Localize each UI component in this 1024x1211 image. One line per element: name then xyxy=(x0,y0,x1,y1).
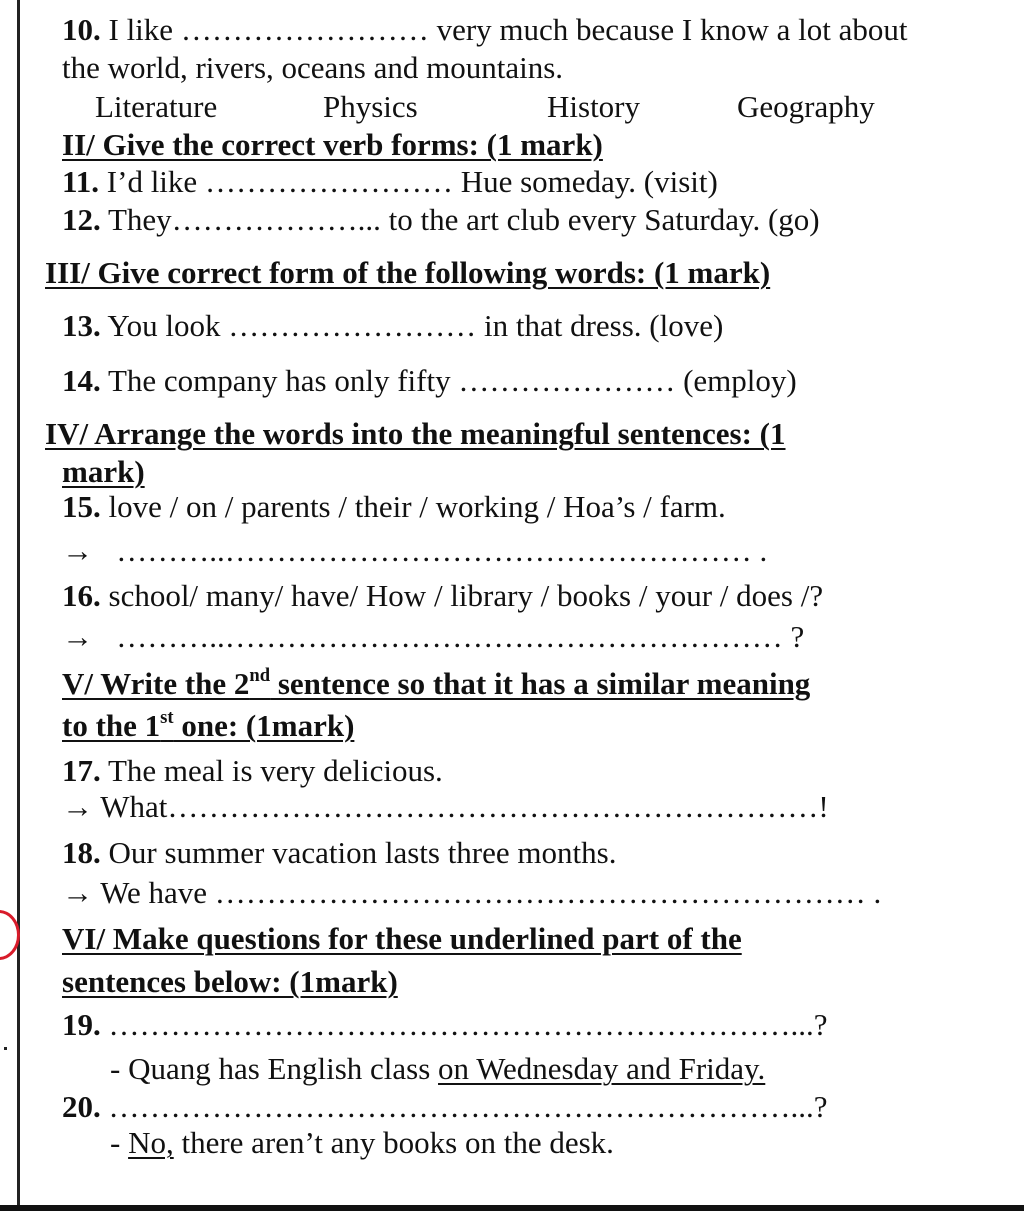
question-number: 20. xyxy=(62,1089,101,1124)
question-text: You look xyxy=(100,308,229,343)
arrow-icon: → xyxy=(62,875,93,910)
answer-blank[interactable]: ………..……………………………………………… xyxy=(116,619,783,654)
answer-blank[interactable]: ………..…………………………………………… xyxy=(116,533,752,568)
question-14 xyxy=(62,365,797,396)
answer-blank[interactable]: …………………………………………………………... xyxy=(100,1089,814,1124)
question-number: 17. xyxy=(62,753,101,788)
punctuation: ? xyxy=(782,619,805,654)
arrow-icon: → xyxy=(62,619,93,654)
answer-line-15 xyxy=(62,535,767,566)
question-text: The meal is very delicious. xyxy=(100,753,443,788)
question-18 xyxy=(62,837,616,868)
question-number: 12. xyxy=(62,202,101,237)
question-number: 16. xyxy=(62,578,101,613)
section-6-heading-line-2: sentences below: (1mark) xyxy=(62,964,398,999)
bottom-border-line xyxy=(0,1205,1024,1211)
option-geography: Geography xyxy=(737,89,875,124)
answer-line-18 xyxy=(62,877,881,908)
question-text: (employ) xyxy=(675,363,797,398)
heading-text: V/ Write the 2 xyxy=(62,666,250,701)
answer-line-17 xyxy=(62,791,829,822)
question-text: Our summer vacation lasts three months. xyxy=(100,835,617,870)
question-16 xyxy=(62,580,823,611)
arrow-icon: → xyxy=(62,533,93,568)
margin-dot xyxy=(4,1047,7,1050)
question-text: Hue someday. (visit) xyxy=(452,164,718,199)
question-number: 18. xyxy=(62,835,101,870)
arrow-icon: → xyxy=(62,789,93,824)
answer-line-16 xyxy=(62,621,804,652)
answer-blank[interactable]: ………………... xyxy=(171,202,381,237)
question-number: 13. xyxy=(62,308,101,343)
question-number: 14. xyxy=(62,363,101,398)
question-text: The company has only fifty xyxy=(100,363,459,398)
superscript: st xyxy=(160,706,174,728)
question-text: I’d like xyxy=(99,164,205,199)
question-number: 10. xyxy=(62,12,101,47)
question-17 xyxy=(62,755,443,786)
heading-text: one: (1mark) xyxy=(173,708,355,743)
option-literature: Literature xyxy=(95,89,218,124)
question-11 xyxy=(62,166,718,197)
option-physics: Physics xyxy=(323,89,418,124)
prompt-text: - xyxy=(110,1125,129,1160)
answer-blank[interactable]: ………………… xyxy=(458,363,676,398)
answer-blank[interactable]: …………………… xyxy=(204,164,453,199)
question-text: very much because I know a lot about xyxy=(428,12,908,47)
punctuation: ? xyxy=(813,1089,828,1124)
question-number: 19. xyxy=(62,1007,101,1042)
question-text: school/ many/ have/ How / library / books / your / does /? xyxy=(100,578,824,613)
left-margin-line xyxy=(17,0,20,1205)
question-text: I like xyxy=(100,12,181,47)
question-20 xyxy=(62,1091,828,1122)
question-19 xyxy=(62,1009,828,1040)
question-20-prompt xyxy=(110,1127,614,1158)
question-15 xyxy=(62,491,726,522)
underlined-part: No, xyxy=(128,1125,174,1160)
question-number: 15. xyxy=(62,489,101,524)
section-2-heading: II/ Give the correct verb forms: (1 mark) xyxy=(62,127,603,162)
section-6-heading: VI/ Make questions for these underlined part of the xyxy=(62,921,742,956)
answer-lead: We have xyxy=(93,875,215,910)
answer-lead: What xyxy=(93,789,168,824)
section-5-heading-line-2 xyxy=(62,706,355,743)
prompt-text: there aren’t any books on the desk. xyxy=(173,1125,614,1160)
punctuation: ? xyxy=(813,1007,828,1042)
punctuation: ! xyxy=(818,789,829,824)
question-number: 11. xyxy=(62,164,100,199)
section-4-heading: IV/ Arrange the words into the meaningful sentences: (1 xyxy=(45,416,786,451)
answer-blank[interactable]: …………………… xyxy=(180,12,429,47)
superscript: nd xyxy=(249,664,271,686)
question-10-line-2: the world, rivers, oceans and mountains. xyxy=(62,50,564,85)
question-19-prompt xyxy=(110,1053,765,1084)
question-text: in that dress. (love) xyxy=(476,308,724,343)
answer-blank[interactable]: ……………………………………………………… xyxy=(167,789,819,824)
section-5-heading xyxy=(62,664,811,701)
answer-blank[interactable]: …………………… xyxy=(228,308,477,343)
question-text: to the art club every Saturday. (go) xyxy=(380,202,820,237)
section-4-heading-line-2: mark) xyxy=(62,454,145,489)
option-history: History xyxy=(547,89,640,124)
question-12 xyxy=(62,204,820,235)
prompt-text: - Quang has English class xyxy=(110,1051,439,1086)
question-text: love / on / parents / their / working / Hoa’s / farm. xyxy=(100,489,726,524)
question-10 xyxy=(62,14,907,45)
punctuation: . xyxy=(865,875,882,910)
heading-text: sentence so that it has a similar meaning xyxy=(270,666,811,701)
question-text: They xyxy=(100,202,172,237)
section-3-heading: III/ Give correct form of the following words: (1 mark) xyxy=(45,255,771,290)
answer-blank[interactable]: ……………………………………………………… xyxy=(214,875,866,910)
question-13 xyxy=(62,310,723,341)
punctuation: . xyxy=(751,533,768,568)
heading-text: to the 1 xyxy=(62,708,161,743)
underlined-part: on Wednesday and Friday. xyxy=(438,1051,766,1086)
answer-blank[interactable]: …………………………………………………………... xyxy=(100,1007,814,1042)
